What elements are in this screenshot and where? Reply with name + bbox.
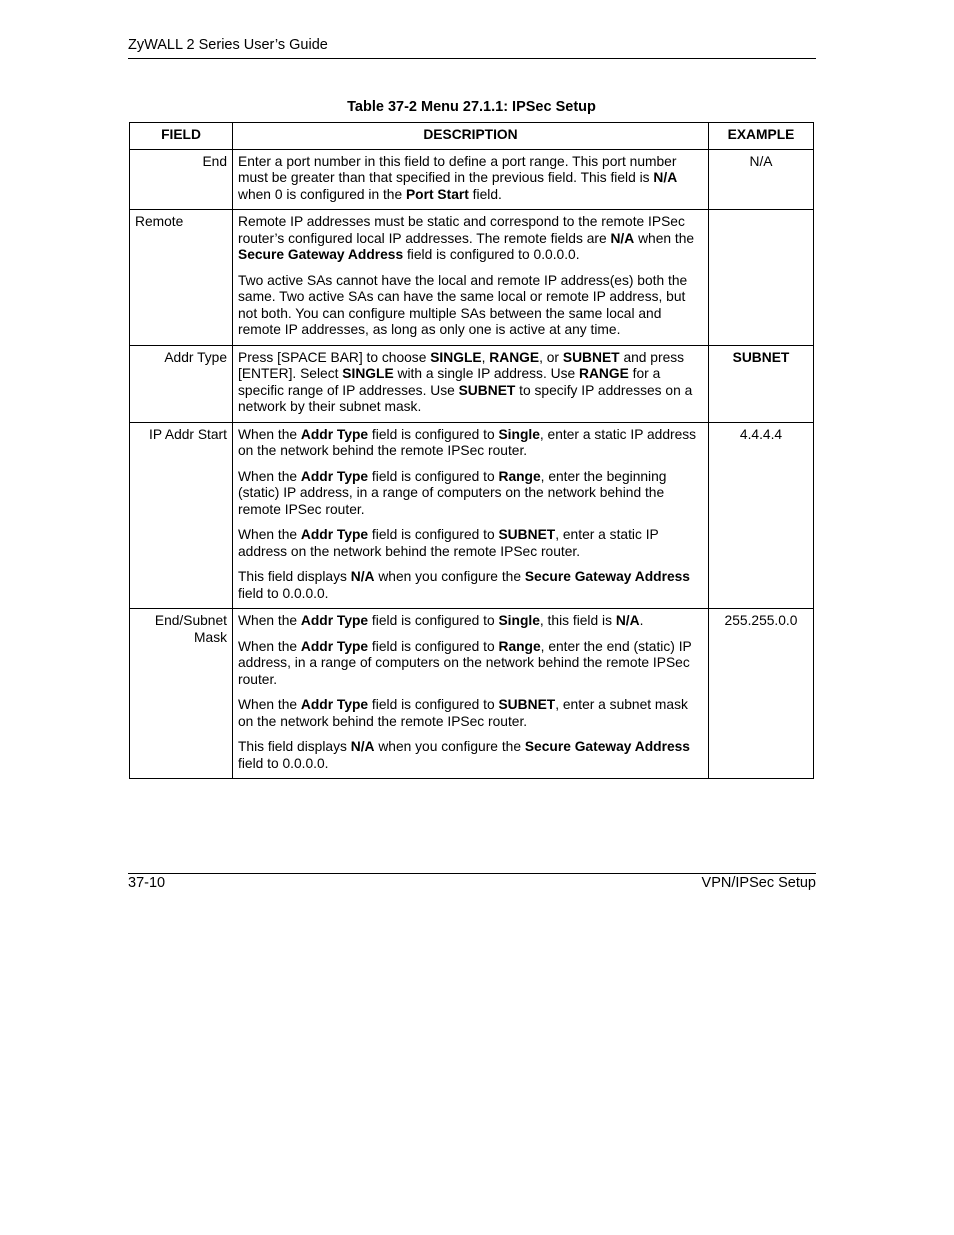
field-cell: IP Addr Start (130, 422, 233, 609)
bold-term: SUBNET (562, 349, 620, 365)
bold-term: Single (498, 613, 540, 628)
bold-term: SINGLE (342, 366, 394, 381)
bold-term: Addr Type (300, 426, 369, 442)
header-divider (128, 58, 816, 59)
text-run: field is configured to (368, 527, 499, 542)
example-cell: SUBNET (709, 345, 814, 422)
text-run: field to 0.0.0.0. (238, 585, 329, 601)
bold-term: N/A (350, 569, 375, 584)
text-run: , enter a static IP address on the network behind the remote IPSec router. (238, 527, 659, 559)
description-paragraph (238, 569, 703, 602)
description-paragraph (238, 427, 703, 460)
text-run: for a specific range of IP addresses. Use (238, 366, 661, 398)
text-run: when you configure the (374, 739, 525, 754)
example-cell (709, 210, 814, 346)
description-cell (233, 149, 709, 210)
field-cell: End/Subnet Mask (130, 609, 233, 779)
bold-term: Range (498, 468, 541, 484)
text-run: Enter a port number in this field to define a port range. This port number must be greater than that specified in the previous field. This field is (238, 153, 677, 185)
bold-term: Addr Type (300, 697, 369, 712)
text-run: When the (238, 426, 301, 442)
field-cell: Remote (130, 210, 233, 346)
text-run: . (639, 613, 644, 628)
bold-term: Secure Gateway Address (238, 247, 404, 262)
column-header-description: DESCRIPTION (233, 123, 709, 150)
bold-term: SUBNET (458, 382, 516, 398)
table-row (130, 210, 814, 346)
text-run: field is configured to 0.0.0.0. (403, 247, 580, 262)
example-cell: 4.4.4.4 (709, 422, 814, 609)
ipsec-setup-table (129, 122, 814, 779)
text-run: , enter a subnet mask on the network behind the remote IPSec router. (238, 697, 688, 729)
text-run: , this field is (539, 613, 616, 628)
text-run: This field displays (238, 569, 351, 584)
text-run: , or (539, 349, 563, 365)
bold-term: N/A (653, 170, 678, 185)
bold-term: Addr Type (300, 527, 369, 542)
field-cell: Addr Type (130, 345, 233, 422)
bold-term: N/A (615, 613, 640, 628)
text-run: to specify IP addresses on a network by their subnet mask. (238, 382, 693, 414)
table-caption: Table 37-2 Menu 27.1.1: IPSec Setup (347, 99, 596, 115)
description-paragraph (238, 469, 703, 519)
description-paragraph (238, 613, 703, 630)
example-cell: 255.255.0.0 (709, 609, 814, 779)
text-run: Two active SAs cannot have the local and remote IP address(es) both the same. Two active SAs can have the same local or remote IP address, but not both. You can configure multiple SAs between the same local and remote IP addresses, as long as only one is active at any time. (238, 272, 688, 337)
text-run: field is configured to (368, 613, 499, 628)
description-paragraph (238, 273, 703, 339)
text-run: When the (238, 613, 301, 628)
description-cell (233, 345, 709, 422)
description-paragraph (238, 527, 703, 560)
bold-term: RANGE (489, 349, 540, 365)
bold-term: Secure Gateway Address (524, 569, 690, 584)
text-run: When the (238, 638, 301, 654)
description-paragraph (238, 697, 703, 730)
example-cell: N/A (709, 149, 814, 210)
column-header-example: EXAMPLE (709, 123, 814, 150)
running-header: ZyWALL 2 Series User’s Guide (128, 37, 328, 53)
text-run: Remote IP addresses must be static and correspond to the remote IPSec router’s configured local IP addresses. The remote fields are (238, 214, 685, 246)
bold-term: Addr Type (300, 638, 369, 654)
bold-term: Single (498, 426, 540, 442)
text-run: and press [ENTER]. Select (238, 349, 685, 381)
text-run: field is configured to (368, 426, 499, 442)
bold-term: RANGE (579, 366, 629, 381)
text-run: When the (238, 468, 301, 484)
table-row (130, 149, 814, 210)
description-cell (233, 609, 709, 779)
field-cell: End (130, 149, 233, 210)
bold-term: SUBNET (498, 527, 556, 542)
bold-term: Addr Type (300, 468, 369, 484)
description-paragraph (238, 639, 703, 689)
bold-term: Range (498, 638, 541, 654)
text-run: field is configured to (368, 638, 499, 654)
text-run: field. (468, 186, 502, 202)
text-run: , (481, 349, 490, 365)
text-run: This field displays (238, 739, 351, 754)
table-row (130, 422, 814, 609)
text-run: field is configured to (368, 697, 499, 712)
text-run: when you configure the (374, 569, 525, 584)
description-cell (233, 210, 709, 346)
description-paragraph (238, 154, 703, 204)
text-run: , enter the beginning (static) IP address, in a range of computers on the network behind the remote IPSec router. (238, 468, 667, 517)
description-cell (233, 422, 709, 609)
description-paragraph (238, 350, 703, 416)
text-run: , enter the end (static) IP address, in a range of computers on the network behind the remote IPSec router. (238, 638, 692, 687)
bold-term: Secure Gateway Address (524, 739, 690, 754)
text-run: Press [SPACE BAR] to choose (238, 349, 431, 365)
text-run: field is configured to (368, 468, 499, 484)
text-run: When the (238, 697, 301, 712)
text-run: when 0 is configured in the (238, 186, 406, 202)
text-run: with a single IP address. Use (393, 366, 579, 381)
text-run: when the (634, 230, 695, 246)
bold-term: Port Start (405, 186, 469, 202)
text-run: When the (238, 527, 301, 542)
text-run: field to 0.0.0.0. (238, 755, 329, 771)
table-header-row (130, 123, 814, 150)
column-header-field: FIELD (130, 123, 233, 150)
footer-divider (128, 873, 816, 874)
page-number: 37-10 (128, 875, 166, 891)
bold-term: Addr Type (300, 613, 369, 628)
description-paragraph (238, 739, 703, 772)
bold-term: SUBNET (498, 697, 556, 712)
bold-term: N/A (350, 739, 375, 754)
table-row (130, 345, 814, 422)
bold-term: N/A (610, 230, 635, 246)
bold-term: SINGLE (430, 349, 482, 365)
section-title: VPN/IPSec Setup (701, 875, 816, 891)
description-paragraph (238, 214, 703, 264)
text-run: , enter a static IP address on the network behind the remote IPSec router. (238, 426, 697, 458)
table-row (130, 609, 814, 779)
